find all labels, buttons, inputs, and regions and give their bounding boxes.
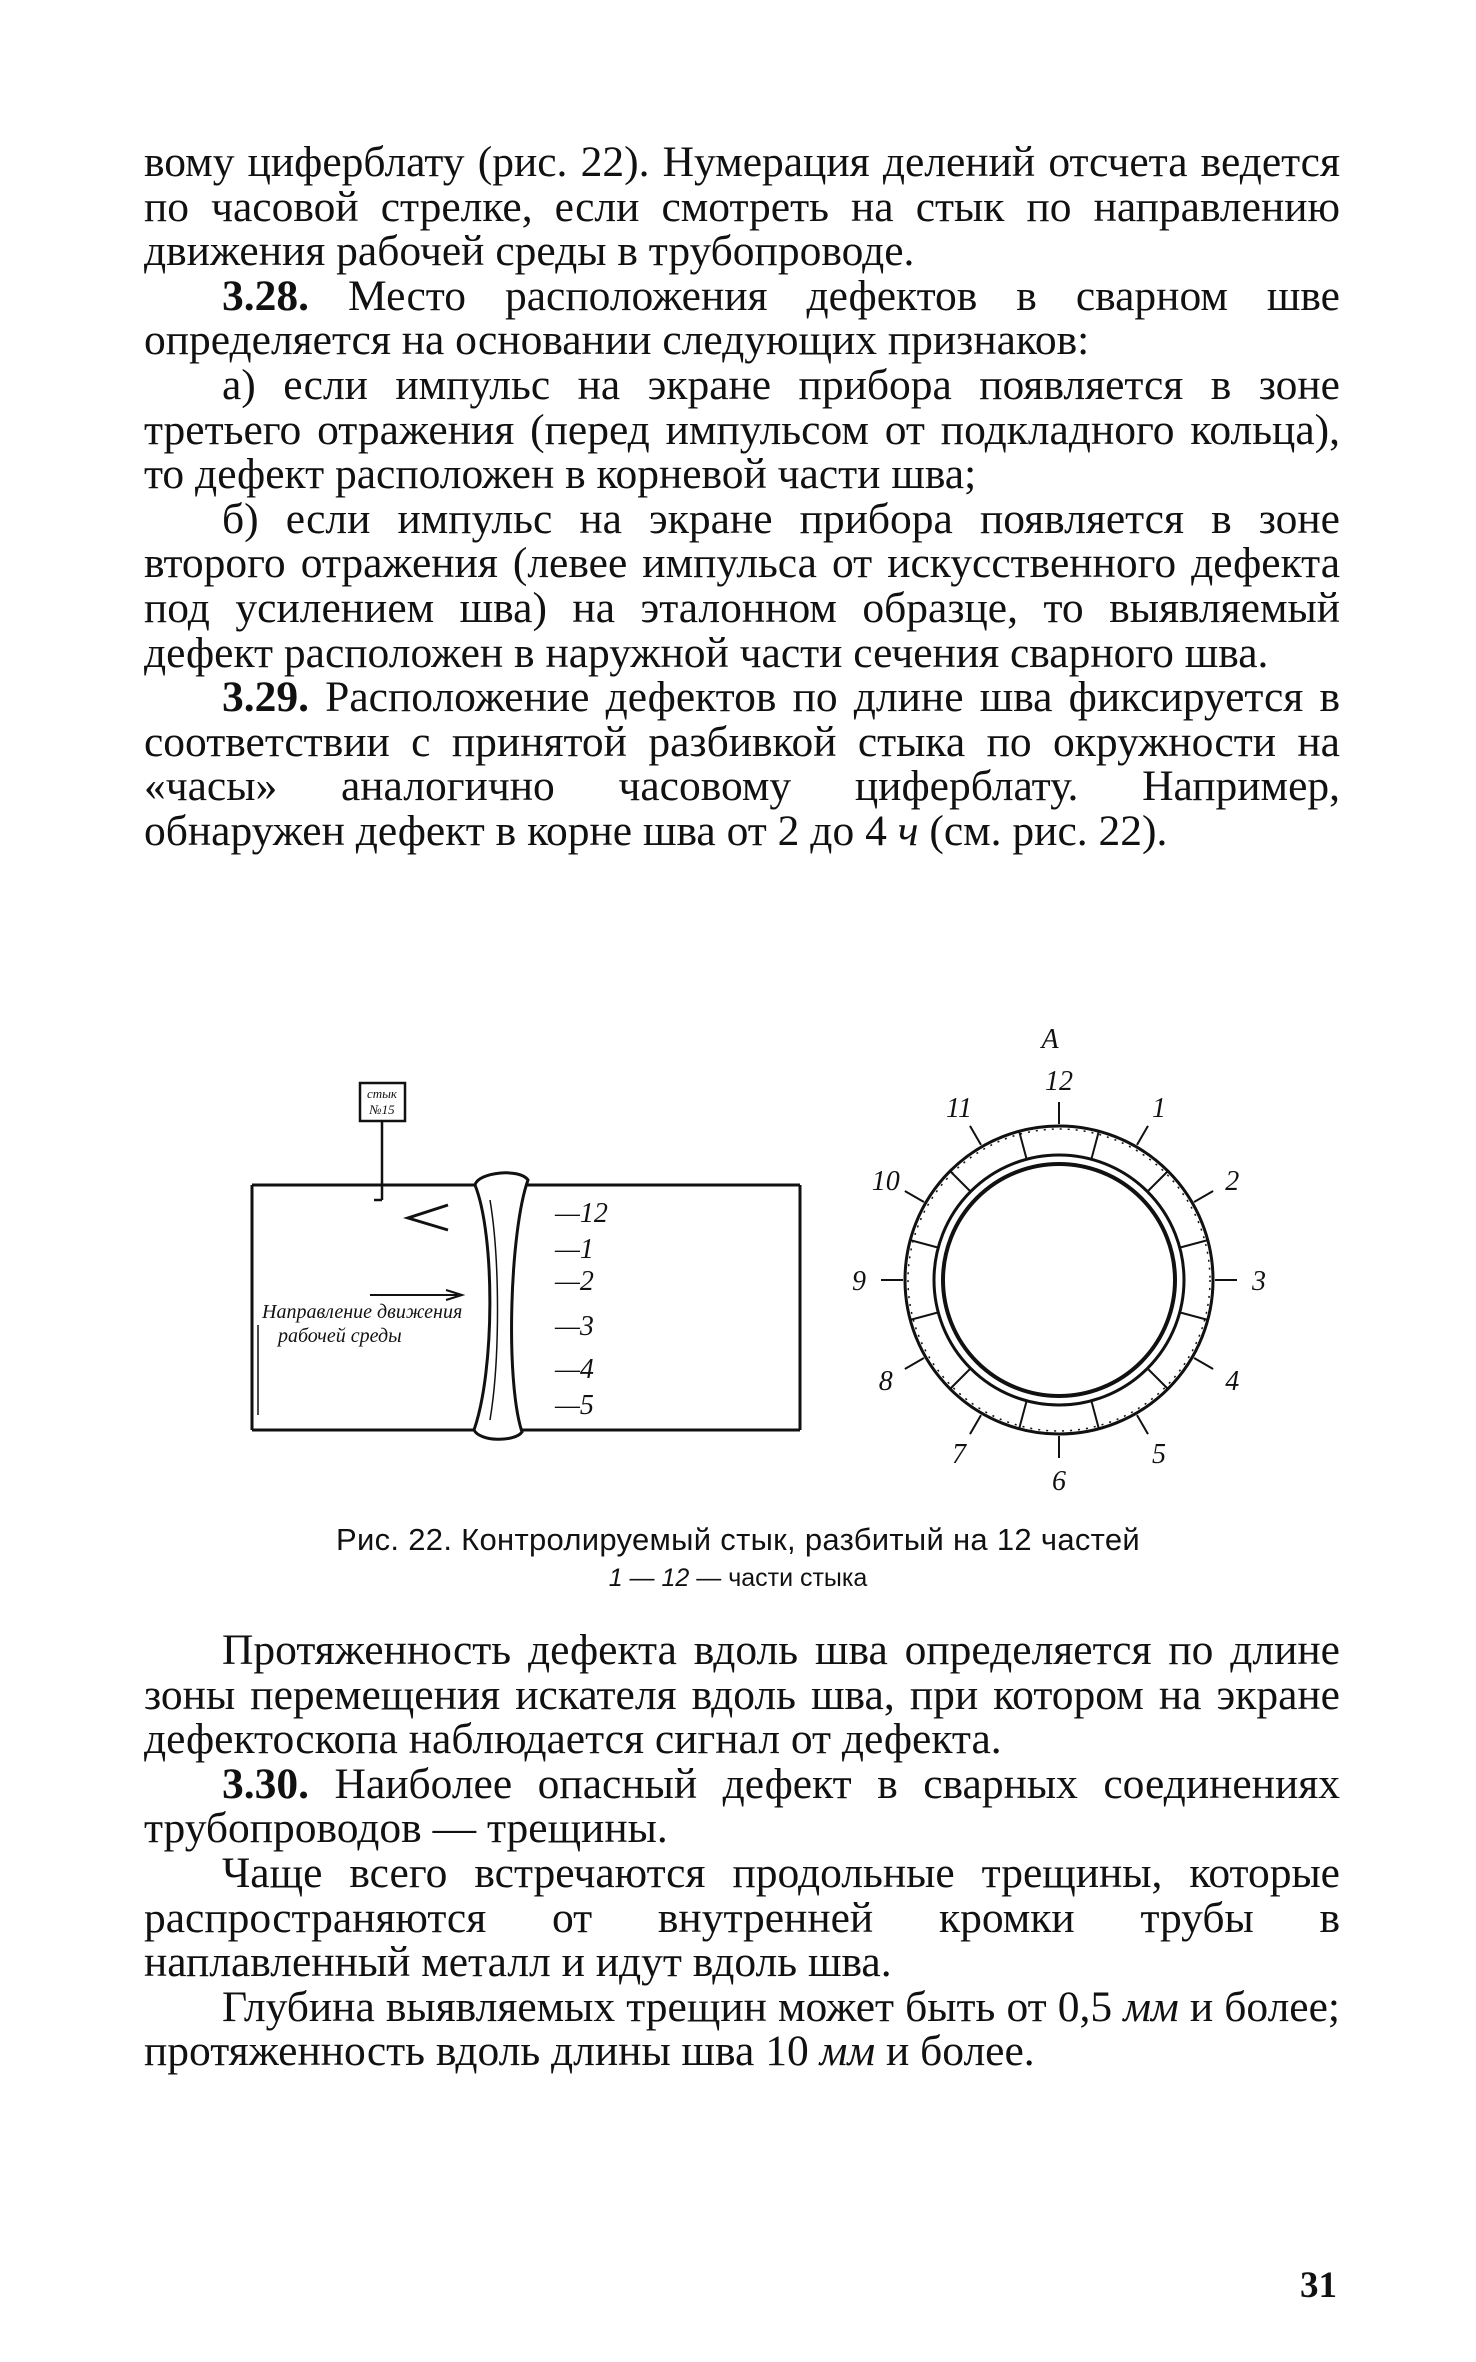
crack-depth-text-b: и более; протяженность вдоль длины шва 10 [144, 1982, 1340, 2076]
clock-division-tick [1180, 1240, 1208, 1248]
clock-label-5: 5 [1152, 1439, 1166, 1471]
figure-22-diagram [0, 1010, 1476, 1510]
clock-label-6: 6 [1052, 1466, 1066, 1497]
clock-division-tick [1147, 1368, 1168, 1389]
clock-leader-line [1137, 1415, 1148, 1434]
clock-leader-line [970, 1415, 981, 1434]
paragraph-3-30 [144, 1759, 1340, 1853]
clock-labels [852, 1066, 1266, 1497]
flow-direction-line2: рабочей среды [278, 1325, 402, 1347]
unit-mm-1: мм [1123, 1982, 1179, 2031]
paragraph-item-a: а) если импульс на экране прибора появляется в зоне третьего отражения (перед импульсом от подкладного кольца), то дефект расположен в корневой части шва; [144, 360, 1340, 499]
clock-leader-line [970, 1126, 981, 1145]
paragraph-3-29 [144, 675, 1340, 853]
side-label-3: —3 [555, 1311, 594, 1342]
clock-division-tick [950, 1368, 971, 1389]
section-number-3-30: 3.30. [222, 1759, 309, 1808]
clock-division-tick [1180, 1312, 1208, 1320]
clock-label-4: 4 [1225, 1366, 1240, 1397]
pipe-side-view [252, 1083, 800, 1439]
clock-division-tick [1091, 1131, 1099, 1159]
clock-division-tick [950, 1171, 971, 1192]
clock-label-10: 10 [871, 1166, 900, 1197]
side-label-12: —12 [555, 1198, 608, 1229]
clock-label-8: 8 [878, 1366, 893, 1397]
clock-leader-line [905, 1191, 924, 1202]
tag-label-line1: стык [366, 1086, 398, 1101]
side-label-4: —4 [555, 1354, 594, 1385]
unit-mm-2: мм [819, 2027, 876, 2076]
clock-label-3: 3 [1252, 1266, 1266, 1297]
weld-bead [474, 1173, 528, 1439]
unit-hours: ч [897, 806, 919, 855]
side-label-1: —1 [555, 1234, 594, 1265]
section-label-a: А [1041, 1024, 1059, 1055]
clock-division-tick [1091, 1401, 1099, 1429]
bottom-text-block [144, 1628, 1340, 2074]
crack-depth-text-a: Глубина выявляемых трещин может быть от 0,5 [222, 1982, 1124, 2031]
paragraph-3-29-text-b: (см. рис. 22). [918, 806, 1168, 855]
figure-caption-legend [0, 1564, 1476, 1593]
page-number: 31 [1300, 2265, 1337, 2306]
paragraph-item-b: б) если импульс на экране прибора появляется в зоне второго отражения (левее импульса от искусственного дефекта под усилением шва) на эталонном образце, то выявляемый дефект расположен в наружной части сечения сварного шва. [144, 494, 1340, 677]
paragraph-3-28 [144, 271, 1340, 365]
clock-division-tick [910, 1240, 938, 1248]
flow-direction-line1: Направление движения [262, 1301, 463, 1323]
paragraph-3-28-text: Место расположения дефектов в сварном шве определяется на основании следующих признаков: [144, 271, 1340, 365]
clock-leader-line [1137, 1126, 1148, 1145]
clock-leader-line [1194, 1358, 1213, 1369]
figure-caption: Рис. 22. Контролируемый стык, разбитый на 12 частей [336, 1522, 1140, 1557]
crack-depth-text-c: и более. [875, 2027, 1035, 2076]
clock-division-tick [1019, 1131, 1027, 1159]
side-label-5: —5 [555, 1390, 594, 1421]
paragraph-defect-length: Протяженность дефекта вдоль шва определяется по длине зоны перемещения искателя вдоль шва, при котором на экране дефектоскопа наблюдается сигнал от дефекта. [144, 1626, 1340, 1764]
clock-label-2: 2 [1225, 1166, 1240, 1197]
clock-division-tick [1147, 1171, 1168, 1192]
clock-label-1: 1 [1152, 1092, 1166, 1124]
side-label-2: —2 [555, 1266, 594, 1297]
clock-division-tick [1019, 1401, 1027, 1429]
clock-label-12: 12 [1045, 1066, 1073, 1097]
clock-label-9: 9 [852, 1266, 866, 1297]
caption-range: 1 — 12 [608, 1564, 690, 1592]
direction-chevron [408, 1205, 448, 1230]
section-number-3-28: 3.28. [222, 271, 309, 320]
paragraph-3-29-text-a: Расположение дефектов по длине шва фиксируется в соответствии с принятой разбивкой стыка по окружности на «часы» аналогично часовому циферблату. Например, обнаружен дефект в корне шва от 2 до 4 [144, 673, 1340, 855]
top-text-block [144, 140, 1340, 854]
clock-label-7: 7 [952, 1439, 966, 1471]
clock-division-tick [910, 1312, 938, 1320]
paragraph-cracks: Чаще всего встречаются продольные трещины, которые распространяются от внутренней кромки трубы в наплавленный металл и идут вдоль шва. [144, 1848, 1340, 1987]
caption-legend-text: — части стыка [689, 1564, 868, 1592]
clock-leader-line [905, 1358, 924, 1369]
paragraph-3-30-text: Наиболее опасный дефект в сварных соединениях трубопроводов — трещины. [144, 1759, 1340, 1853]
section-number-3-29: 3.29. [222, 673, 309, 722]
paragraph-continuation: вому циферблату (рис. 22). Нумерация делений отсчета ведется по часовой стрелке, если смотреть на стык по направлению движения рабочей среды в трубопроводе. [144, 138, 1340, 276]
paragraph-crack-depth [144, 1982, 1340, 2076]
clock-leader-line [1194, 1191, 1213, 1202]
tag-label-line2: №15 [369, 1102, 395, 1117]
clock-label-11: 11 [946, 1092, 972, 1124]
pipe-cross-section [878, 1102, 1240, 1458]
